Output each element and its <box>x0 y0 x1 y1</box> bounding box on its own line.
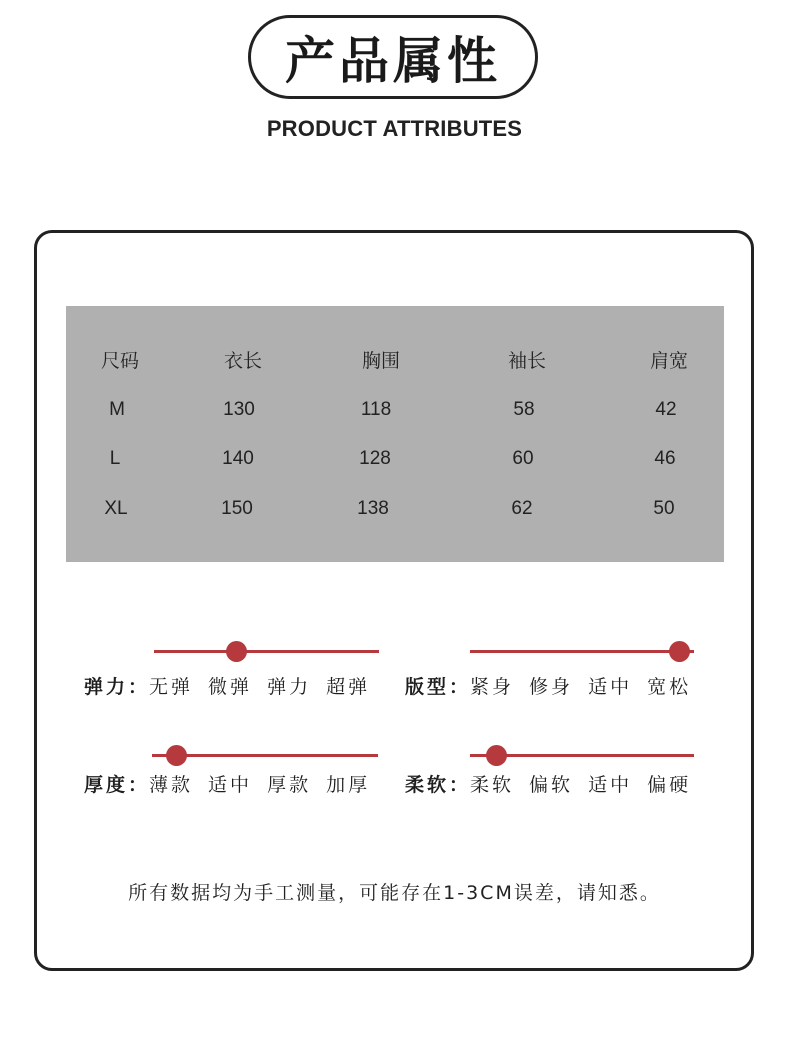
table-header-row <box>66 346 724 376</box>
colon: ： <box>449 676 469 698</box>
fit-option: 修身 <box>529 676 574 698</box>
fit-label: 版型 <box>405 676 450 698</box>
table-row <box>66 494 724 524</box>
page-title: 产品属性 <box>285 32 501 90</box>
cell-shoulder: 50 <box>653 498 675 519</box>
thickness-indicator-dot <box>166 745 187 766</box>
column-header-size: 尺码 <box>100 350 140 372</box>
cell-chest: 118 <box>360 399 392 420</box>
measurement-note: 所有数据均为手工测量，可能存在1-3CM误差，请知悉。 <box>128 882 661 904</box>
softness-option: 偏硬 <box>647 774 692 796</box>
elasticity-option: 超弹 <box>326 676 371 698</box>
cell-sleeve: 62 <box>511 498 533 519</box>
cell-sleeve: 60 <box>512 448 534 469</box>
thickness-option: 厚款 <box>267 774 312 796</box>
colon: ： <box>449 774 469 796</box>
fit-option-selected: 宽松 <box>647 676 692 698</box>
column-header-shoulder: 肩宽 <box>649 350 689 372</box>
elasticity-label: 弹力 <box>84 676 129 698</box>
elasticity-indicator-dot <box>226 641 247 662</box>
cell-chest: 128 <box>359 448 391 469</box>
elasticity-track <box>154 650 379 653</box>
size-table <box>66 306 724 562</box>
softness-indicator-dot <box>486 745 507 766</box>
softness-option: 偏软 <box>529 774 574 796</box>
cell-length: 150 <box>221 498 253 519</box>
thickness-row <box>84 772 385 798</box>
column-header-chest: 胸围 <box>361 350 401 372</box>
fit-option: 适中 <box>588 676 633 698</box>
softness-option-selected: 柔软 <box>470 774 515 796</box>
cell-size: M <box>109 399 125 420</box>
fit-track <box>470 650 694 653</box>
fit-indicator-dot <box>669 641 690 662</box>
cell-size: XL <box>104 498 128 519</box>
elasticity-option: 无弹 <box>149 676 194 698</box>
thickness-option-selected: 薄款 <box>149 774 194 796</box>
elasticity-row <box>84 674 385 700</box>
cell-size: L <box>109 448 121 469</box>
column-header-sleeve: 袖长 <box>507 350 547 372</box>
softness-row <box>405 772 706 798</box>
title-pill <box>248 15 538 99</box>
cell-shoulder: 42 <box>655 399 677 420</box>
cell-length: 140 <box>222 448 254 469</box>
column-header-length: 衣长 <box>223 350 263 372</box>
elasticity-option-selected: 微弹 <box>208 676 253 698</box>
thickness-option: 适中 <box>208 774 253 796</box>
cell-shoulder: 46 <box>654 448 676 469</box>
colon: ： <box>128 774 148 796</box>
page-subtitle: PRODUCT ATTRIBUTES <box>266 116 523 141</box>
elasticity-option: 弹力 <box>267 676 312 698</box>
colon: ： <box>128 676 148 698</box>
table-row <box>66 444 724 474</box>
thickness-label: 厚度 <box>84 774 129 796</box>
fit-row <box>405 674 706 700</box>
cell-length: 130 <box>223 399 255 420</box>
cell-sleeve: 58 <box>513 399 535 420</box>
cell-chest: 138 <box>357 498 389 519</box>
table-row <box>66 395 724 425</box>
softness-label: 柔软 <box>405 774 450 796</box>
softness-option: 适中 <box>588 774 633 796</box>
thickness-option: 加厚 <box>326 774 371 796</box>
fit-option: 紧身 <box>470 676 515 698</box>
